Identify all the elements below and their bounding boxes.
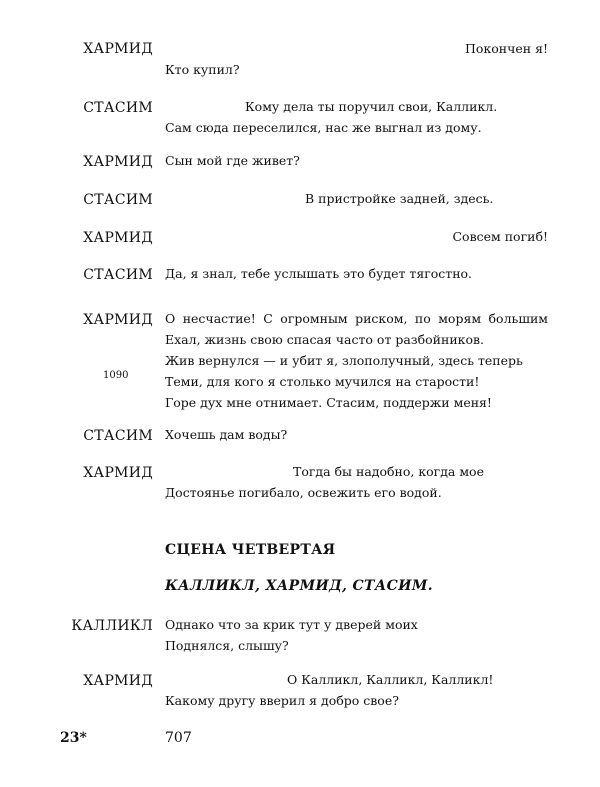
scene-heading: СЦЕНА ЧЕТВЕРТАЯ — [165, 542, 336, 558]
speaker-label: СТАСИМ — [83, 100, 153, 116]
speech-line: Поднялся, слышу? — [165, 638, 289, 653]
speech — [165, 38, 548, 80]
speech-line: Сын мой где живет? — [165, 153, 300, 168]
signature-mark: 23* — [60, 730, 87, 746]
speech-line: Горе дух мне отнимает. Стасим, поддержи меня! — [165, 395, 492, 410]
speech — [165, 461, 548, 503]
speech — [165, 188, 548, 209]
speaker-label: СТАСИМ — [83, 267, 153, 283]
speech-line: В пристройке задней, здесь. — [305, 191, 494, 206]
speech — [165, 226, 548, 247]
scene-cast: КАЛЛИКЛ, ХАРМИД, СТАСИМ. — [165, 578, 434, 594]
speech-line: Тогда бы надобно, когда мое — [293, 464, 484, 479]
speech — [165, 150, 548, 171]
speech-line: Достоянье погибало, освежить его водой. — [165, 485, 442, 500]
speaker-label: СТАСИМ — [83, 192, 153, 208]
speech-line: Однако что за крик тут у дверей моих — [165, 617, 418, 632]
speech — [165, 669, 548, 711]
speech — [165, 424, 548, 445]
speech — [165, 308, 548, 413]
speech — [165, 614, 548, 656]
speech-line: О несчастие! С огромным риском, по морям большим — [165, 311, 548, 326]
verse-line-number: 1090 — [103, 370, 129, 381]
speaker-label: КАЛЛИКЛ — [71, 618, 153, 634]
speaker-label: ХАРМИД — [83, 465, 153, 481]
speech-line: Хочешь дам воды? — [165, 427, 288, 442]
speech-line: Да, я знал, тебе услышать это будет тягостно. — [165, 266, 473, 281]
speaker-label: ХАРМИД — [83, 154, 153, 170]
speech-line: Теми, для кого я столько мучился на старости! — [165, 374, 480, 389]
speaker-label: СТАСИМ — [83, 428, 153, 444]
page-number: 707 — [165, 730, 192, 746]
speech-line: Жив вернулся — и убит я, злополучный, здесь теперь — [165, 353, 523, 368]
speech — [165, 96, 548, 138]
speech-line: Кто купил? — [165, 62, 240, 77]
speech — [165, 263, 548, 284]
speech-line: Совсем погиб! — [452, 229, 548, 244]
speaker-label: ХАРМИД — [83, 230, 153, 246]
speech-line: Покончен я! — [465, 41, 548, 56]
speech-line: О Калликл, Калликл, Калликл! — [287, 672, 494, 687]
speaker-label: ХАРМИД — [83, 673, 153, 689]
speech-line: Сам сюда переселился, нас же выгнал из дому. — [165, 120, 482, 135]
speech-line: Какому другу вверил я добро свое? — [165, 693, 399, 708]
speaker-label: ХАРМИД — [83, 41, 153, 57]
speaker-label: ХАРМИД — [83, 312, 153, 328]
speech-line: Кому дела ты поручил свои, Калликл. — [245, 99, 498, 114]
speech-line: Ехал, жизнь свою спасая часто от разбойников. — [165, 332, 485, 347]
